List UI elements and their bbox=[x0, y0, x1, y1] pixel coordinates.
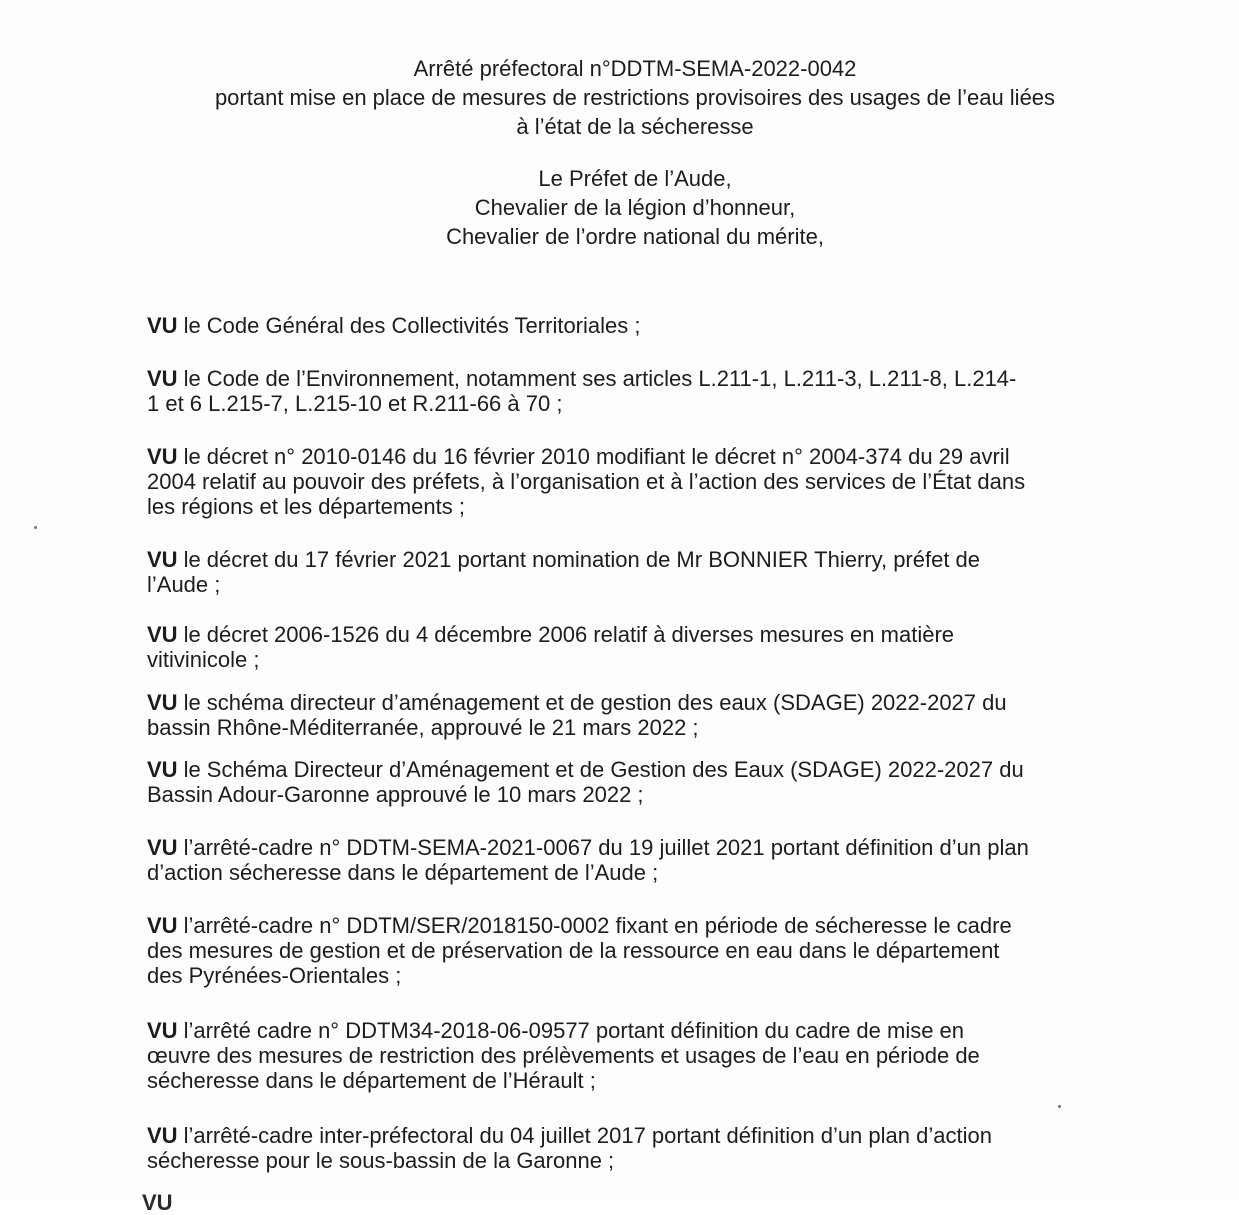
considerant-text: 2004 relatif au pouvoir des préfets, à l’organisation et à l’action des services de l’État dans bbox=[147, 469, 1026, 494]
prefet-line-2: Chevalier de la légion d’honneur, bbox=[474, 195, 796, 220]
considerant-7 bbox=[147, 757, 1109, 807]
considerant-text: l’arrêté-cadre n° DDTM-SEMA-2021-0067 du 19 juillet 2021 portant définition d’un plan bbox=[183, 835, 1029, 860]
vu-keyword: VU bbox=[147, 690, 178, 715]
vu-keyword: VU bbox=[147, 444, 178, 469]
vu-keyword: VU bbox=[147, 913, 178, 938]
considerant-5 bbox=[147, 622, 1109, 672]
prefet-line-3: Chevalier de l’ordre national du mérite, bbox=[446, 224, 824, 249]
vu-keyword: VU bbox=[142, 1190, 173, 1215]
considerant-text: le décret n° 2010-0146 du 16 février 2010 modifiant le décret n° 2004-374 du 29 avril bbox=[183, 444, 1010, 469]
considerant-3 bbox=[147, 444, 1109, 519]
considerant-text: le décret 2006-1526 du 4 décembre 2006 relatif à diverses mesures en matière bbox=[183, 622, 955, 647]
considerant-text: l’Aude ; bbox=[147, 572, 221, 597]
title-line-1: Arrêté préfectoral n°DDTM-SEMA-2022-0042 bbox=[413, 56, 857, 81]
considerant-4 bbox=[147, 547, 1109, 597]
vu-keyword: VU bbox=[147, 1123, 178, 1148]
prefet-line-1: Le Préfet de l’Aude, bbox=[538, 166, 732, 191]
considerant-text: le Code Général des Collectivités Territoriales ; bbox=[183, 313, 641, 338]
considerant-6 bbox=[147, 690, 1109, 740]
considerant-text: œuvre des mesures de restriction des prélèvements et usages de l’eau en période de bbox=[147, 1043, 980, 1068]
considerant-text: des mesures de gestion et de préservation de la ressource en eau dans le département bbox=[147, 938, 1000, 963]
vu-keyword: VU bbox=[147, 835, 178, 860]
considerant-text: des Pyrénées-Orientales ; bbox=[147, 963, 402, 988]
title-line-2: portant mise en place de mesures de restrictions provisoires des usages de l’eau liées bbox=[214, 85, 1056, 110]
vu-keyword: VU bbox=[147, 1018, 178, 1043]
considerant-9 bbox=[147, 913, 1109, 988]
considerant-text: Bassin Adour-Garonne approuvé le 10 mars 2022 ; bbox=[147, 782, 644, 807]
considerant-text: 1 et 6 L.215-7, L.215-10 et R.211-66 à 70 ; bbox=[147, 391, 563, 416]
considerant-1 bbox=[147, 313, 1109, 338]
considerant-text: vitivinicole ; bbox=[147, 647, 260, 672]
considerant-text: l’arrêté-cadre inter-préfectoral du 04 juillet 2017 portant définition d’un plan d’action bbox=[183, 1123, 992, 1148]
vu-keyword: VU bbox=[147, 366, 178, 391]
scan-speck bbox=[34, 526, 37, 529]
considerant-text: le Code de l’Environnement, notamment ses articles L.211-1, L.211-3, L.211-8, L.214- bbox=[183, 366, 1017, 391]
considerant-text: bassin Rhône-Méditerranée, approuvé le 21 mars 2022 ; bbox=[147, 715, 699, 740]
document-title bbox=[120, 54, 1150, 141]
considerant-text: l’arrêté-cadre n° DDTM/SER/2018150-0002 fixant en période de sécheresse le cadre bbox=[183, 913, 1012, 938]
considerant-text: d’action sécheresse dans le département de l’Aude ; bbox=[147, 860, 659, 885]
considerant-text: les régions et les départements ; bbox=[147, 494, 465, 519]
prefet-block bbox=[120, 164, 1150, 251]
considerant-text: le Schéma Directeur d’Aménagement et de Gestion des Eaux (SDAGE) 2022-2027 du bbox=[183, 757, 1024, 782]
considerant-8 bbox=[147, 835, 1109, 885]
considerant-text: sécheresse dans le département de l’Hérault ; bbox=[147, 1068, 596, 1093]
considerant-text: le schéma directeur d’aménagement et de gestion des eaux (SDAGE) 2022-2027 du bbox=[183, 690, 1007, 715]
scan-speck bbox=[1058, 1105, 1061, 1108]
considerant-10 bbox=[147, 1018, 1109, 1093]
next-considerant-cutoff bbox=[142, 1190, 442, 1215]
considerant-text: le décret du 17 février 2021 portant nomination de Mr BONNIER Thierry, préfet de bbox=[183, 547, 981, 572]
vu-keyword: VU bbox=[147, 547, 178, 572]
considerant-text: l’arrêté cadre n° DDTM34-2018-06-09577 portant définition du cadre de mise en bbox=[183, 1018, 965, 1043]
considerant-2 bbox=[147, 366, 1109, 416]
vu-keyword: VU bbox=[147, 313, 178, 338]
considerant-11 bbox=[147, 1123, 1109, 1173]
vu-keyword: VU bbox=[147, 757, 178, 782]
title-line-3: à l’état de la sécheresse bbox=[516, 114, 754, 139]
vu-keyword: VU bbox=[147, 622, 178, 647]
considerant-text: sécheresse pour le sous-bassin de la Garonne ; bbox=[147, 1148, 615, 1173]
